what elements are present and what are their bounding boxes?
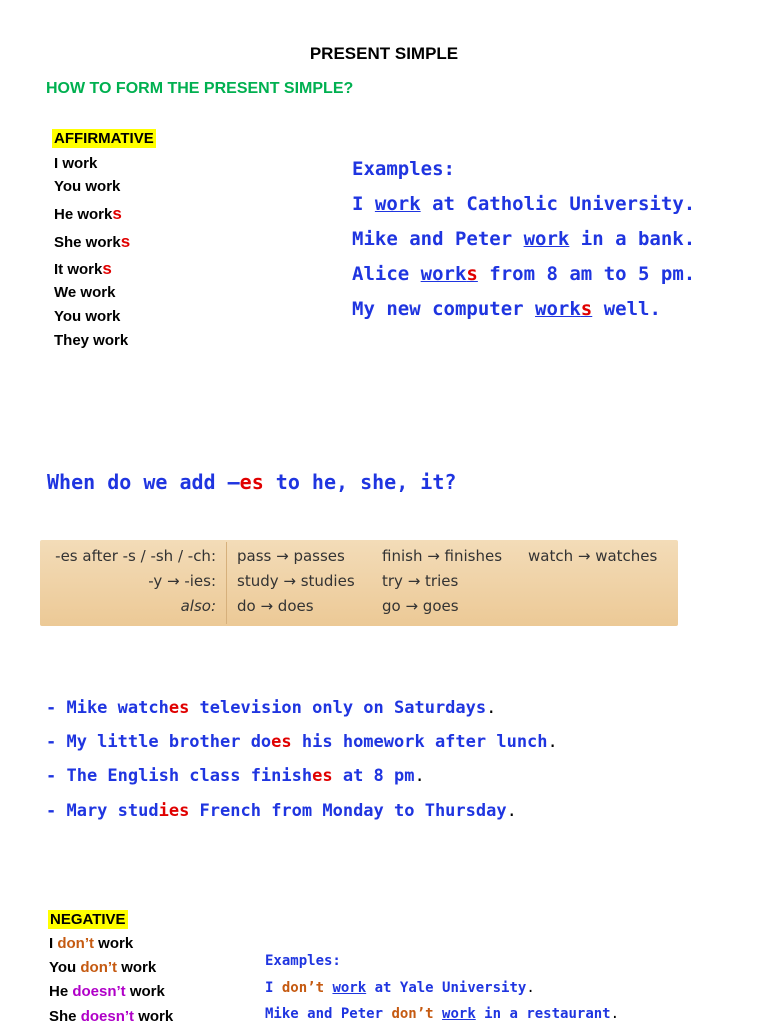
example-sentence bbox=[46, 766, 425, 786]
text: at 8 pm bbox=[332, 766, 415, 786]
suffix: s bbox=[120, 232, 131, 251]
examples-heading: Examples: bbox=[265, 953, 341, 969]
conjugation-text: I work bbox=[54, 155, 98, 172]
conjugation-line bbox=[54, 284, 115, 301]
example-sentence bbox=[352, 222, 695, 257]
page-title: PRESENT SIMPLE bbox=[309, 44, 459, 63]
conjugation-line bbox=[54, 178, 120, 195]
auxiliary: don’t bbox=[57, 935, 94, 952]
es-question bbox=[47, 470, 456, 494]
conjugation-line bbox=[54, 259, 112, 279]
text: - Mary stud bbox=[46, 801, 159, 821]
text: French from Monday to Thursday bbox=[189, 801, 507, 821]
suffix: es bbox=[312, 766, 333, 786]
table-row bbox=[40, 572, 678, 596]
verb: work bbox=[374, 193, 421, 215]
example-sentence bbox=[46, 698, 496, 718]
punctuation: . bbox=[547, 732, 558, 752]
rule-label: -es after -s / -sh / -ch: bbox=[55, 547, 216, 565]
punctuation: . bbox=[526, 980, 535, 996]
example-sentence bbox=[352, 187, 695, 222]
example-sentence bbox=[265, 1006, 619, 1022]
section-heading: HOW TO FORM THE PRESENT SIMPLE? bbox=[46, 80, 354, 97]
verb: work bbox=[535, 298, 581, 320]
auxiliary: don’t bbox=[391, 1006, 434, 1022]
suffix: es bbox=[168, 698, 190, 718]
punctuation: . bbox=[414, 766, 425, 786]
verb: work bbox=[125, 983, 165, 1000]
table-cell: finish → finishes bbox=[382, 547, 503, 565]
auxiliary: doesn’t bbox=[80, 1008, 135, 1025]
example-sentence bbox=[265, 980, 535, 996]
conjugation-line bbox=[49, 1008, 173, 1025]
punctuation: . bbox=[486, 698, 497, 718]
text: Mike and Peter bbox=[352, 228, 524, 250]
conjugation-text: She work bbox=[54, 234, 121, 251]
text: Mike and Peter bbox=[265, 1006, 392, 1022]
subject: You bbox=[49, 959, 81, 976]
text: from 8 am to 5 pm. bbox=[477, 263, 696, 285]
example-sentence bbox=[352, 257, 695, 292]
text: - Mike watch bbox=[46, 698, 169, 718]
text: When do we add – bbox=[47, 470, 240, 494]
verb: work bbox=[420, 263, 467, 285]
suffix: s bbox=[580, 298, 593, 320]
text: at Yale University bbox=[366, 980, 527, 996]
text: I bbox=[265, 980, 282, 996]
text: at Catholic University. bbox=[420, 193, 696, 215]
conjugation-line bbox=[49, 935, 133, 952]
suffix: es bbox=[271, 732, 292, 752]
conjugation-line bbox=[54, 155, 97, 172]
affirmative-label: AFFIRMATIVE bbox=[54, 130, 154, 147]
punctuation: . bbox=[610, 1006, 620, 1022]
table-row bbox=[40, 597, 678, 621]
text: My new computer bbox=[352, 298, 536, 320]
verb: work bbox=[94, 935, 134, 952]
auxiliary: doesn’t bbox=[72, 983, 126, 1000]
auxiliary: don’t bbox=[281, 980, 325, 996]
text: - My little brother do bbox=[46, 732, 272, 752]
conjugation-text: He work bbox=[54, 206, 113, 223]
verb: work bbox=[134, 1008, 174, 1025]
affirmative-heading bbox=[52, 130, 156, 148]
conjugation-line bbox=[54, 232, 130, 252]
suffix: s bbox=[102, 259, 112, 278]
punctuation: . bbox=[506, 801, 517, 821]
conjugation-line bbox=[54, 332, 128, 349]
suffix: s bbox=[466, 263, 478, 285]
table-cell: do → does bbox=[237, 597, 314, 615]
conjugation-text: You work bbox=[54, 178, 121, 195]
subject: He bbox=[49, 983, 73, 1000]
conjugation-text: We work bbox=[54, 284, 116, 301]
text: in a bank. bbox=[569, 228, 696, 250]
table-cell: watch → watches bbox=[528, 547, 658, 565]
examples-heading: Examples: bbox=[352, 158, 455, 180]
conjugation-text: It work bbox=[54, 261, 103, 278]
auxiliary: don’t bbox=[80, 959, 118, 976]
text: his homework after lunch bbox=[291, 732, 548, 752]
verb: work bbox=[332, 980, 367, 996]
suffix: es bbox=[239, 470, 264, 494]
suffix: ies bbox=[158, 801, 190, 821]
conjugation-text: They work bbox=[54, 332, 129, 349]
conjugation-text: You work bbox=[54, 308, 121, 325]
text: - The English class finish bbox=[46, 766, 313, 786]
verb: work bbox=[523, 228, 570, 250]
verb: work bbox=[442, 1006, 476, 1022]
spelling-rules-table bbox=[40, 540, 678, 626]
conjugation-line bbox=[54, 308, 120, 325]
table-cell: try → tries bbox=[382, 572, 459, 590]
verb: work bbox=[117, 959, 157, 976]
suffix: s bbox=[112, 204, 122, 223]
example-sentence bbox=[352, 292, 661, 327]
text: Alice bbox=[352, 263, 421, 285]
text: television only on Saturdays bbox=[189, 698, 487, 718]
negative-heading bbox=[48, 911, 128, 929]
table-row bbox=[40, 547, 678, 571]
example-sentence bbox=[46, 732, 558, 752]
subject: I bbox=[49, 935, 58, 952]
table-cell: go → goes bbox=[382, 597, 459, 615]
text: to he, she, it? bbox=[263, 470, 457, 494]
negative-label: NEGATIVE bbox=[50, 911, 126, 928]
text: well. bbox=[592, 298, 661, 320]
conjugation-line bbox=[54, 204, 122, 224]
table-cell: pass → passes bbox=[237, 547, 345, 565]
text: I bbox=[352, 193, 375, 215]
text: in a restaurant bbox=[475, 1006, 611, 1022]
subject: She bbox=[49, 1008, 81, 1025]
rule-label: -y → -ies: bbox=[148, 572, 216, 590]
conjugation-line bbox=[49, 959, 156, 976]
table-cell: study → studies bbox=[237, 572, 355, 590]
conjugation-line bbox=[49, 983, 165, 1000]
rule-label: also: bbox=[180, 597, 216, 615]
example-sentence bbox=[46, 801, 517, 821]
